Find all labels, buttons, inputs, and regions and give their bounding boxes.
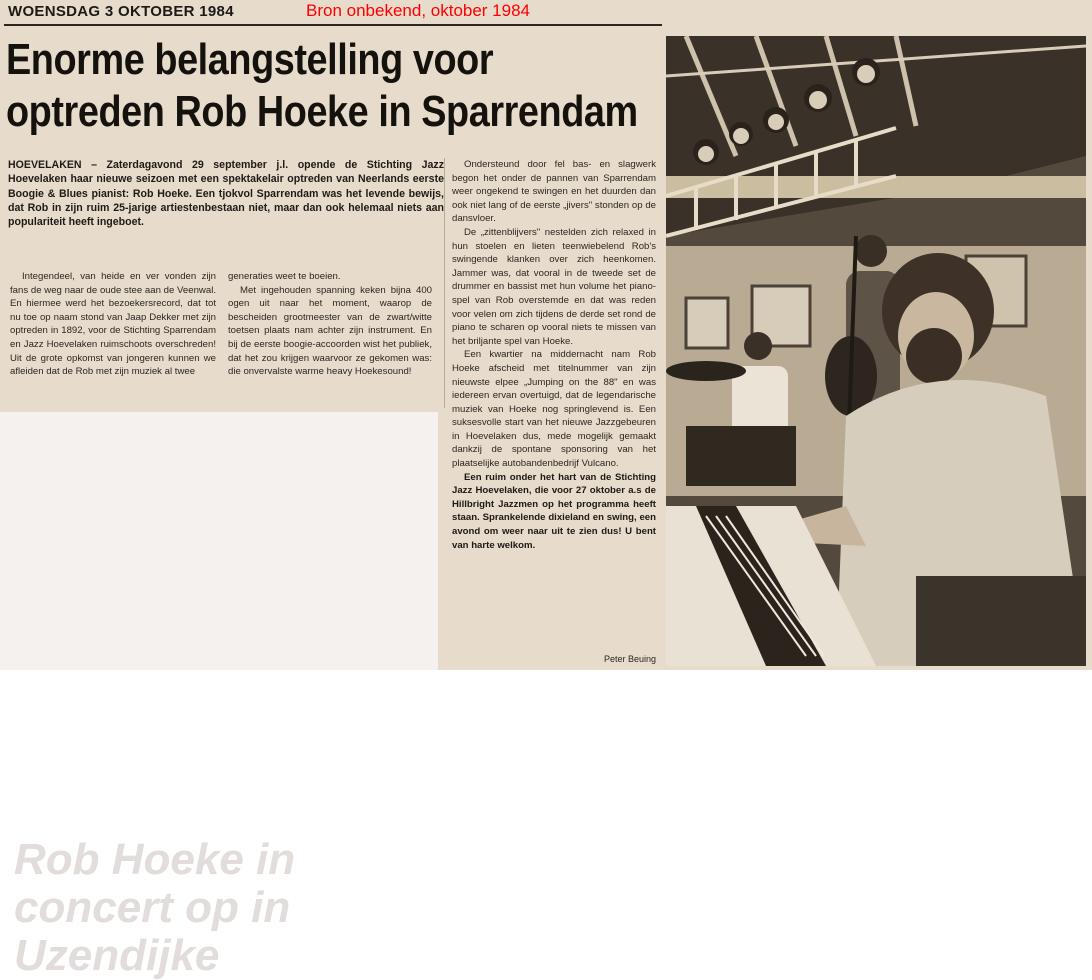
bleed-through-area xyxy=(0,412,438,980)
concert-photo xyxy=(666,36,1086,666)
headline-line-2: optreden Rob Hoeke in Sparrendam xyxy=(6,87,638,136)
article-column-3 xyxy=(452,158,656,552)
article-column-2 xyxy=(228,270,432,379)
column-2-text-2: Met ingehouden spanning keken bijna 400 ogen uit naar het moment, waarop de bescheiden grootmeester van de zwart/witte toetsen plaats nam achter zijn instrument. En bij de eerste boogie-accoorden wist het publiek, dat het zou krijgen waarvoor ze gekomen was: die onvervalste warme heavy Hoekesound! xyxy=(228,284,432,378)
byline: Peter Beuing xyxy=(603,654,656,664)
column-3-text-1: Ondersteund door fel bas- en slagwerk begon het onder de pannen van Sparrendam weer ongekend te swingen en het duurden dan ook niet lang of de eerste „jivers" stonden op de dansvloer. xyxy=(452,159,656,225)
concert-photo-drawing xyxy=(666,36,1086,666)
column-divider xyxy=(444,158,445,408)
date-rule xyxy=(4,24,662,26)
bleed-through-text: Rob Hoeke in concert op in Uzendijke xyxy=(14,835,296,980)
article-column-1 xyxy=(10,270,216,379)
column-2-text-1: generaties weet te boeien. xyxy=(228,271,341,282)
column-3-closing: Een ruim onder het hart van de Stichting Jazz Hoevelaken, die voor 27 oktober a.s de Hillbright Jazzmen op het programma heeft staan. Sprankelende dixieland en swing, een avond om weer naar uit te zien dus! U bent van harte welkom. xyxy=(452,471,656,551)
headline xyxy=(6,34,638,138)
article-intro: HOEVELAKEN – Zaterdagavond 29 september j.l. opende de Stichting Jazz Hoevelaken haar nieuwe seizoen met een spektakelair optreden van Neerlands eerste Boogie & Blues pianist: Rob Hoeke. Een tjokvol Sparrendam was het levende bewijs, dat Rob in zijn ruim 25-jarige artiestenbestaan niet, maar dan ook helemaal niets aan populariteit heeft ingeboet. xyxy=(8,159,444,229)
source-note: Bron onbekend, oktober 1984 xyxy=(306,1,531,20)
column-3-text-3: Een kwartier na middernacht nam Rob Hoeke afscheid met titelnummer van zijn nieuwste elpee „Jumping on the 88" en was iedereen ervan overtuigd, dat de legendarische muziek van Hoeke nog springlevend is. Een suksesvolle start van het nieuwe Jazzgebeuren in Hoevelaken dus, mede mogelijk gemaakt dankzij de spontane sponsoring van het plaatselijke autobandenbedrijf Vulcano. xyxy=(452,349,656,470)
column-3-text-2: De „zittenblijvers" nestelden zich relaxed in hun stoelen en lieten teenwiebelend Rob's swingende klanken over zich heenkomen. Jammer was, dat vooral in de tweede set de drummer en bassist met hun volume het piano-spel van Rob overstemde en dat was reden voor velen om zich tijdens de derde set rond de piano te scharen op vooral niets te missen van het briljante spel van Hoeke. xyxy=(452,226,656,347)
headline-line-1: Enorme belangstelling voor xyxy=(6,35,494,84)
column-1-text: Integendeel, van heide en ver vonden zijn fans de weg naar de oude stee aan de Veenwal. En hiermee werd het bezoekersrecord, dat tot nu toe op naam stond van Jaap Dekker met zijn optreden in 1892, voor de Stichting Sparrendam en Jazz Hoevelaken ruimschoots overschreden! Uit de grote opkomst van jongeren kunnen we afleiden dat de Rob met zijn muziek al twee xyxy=(10,271,216,378)
newspaper-date: WOENSDAG 3 OKTOBER 1984 xyxy=(8,3,234,20)
